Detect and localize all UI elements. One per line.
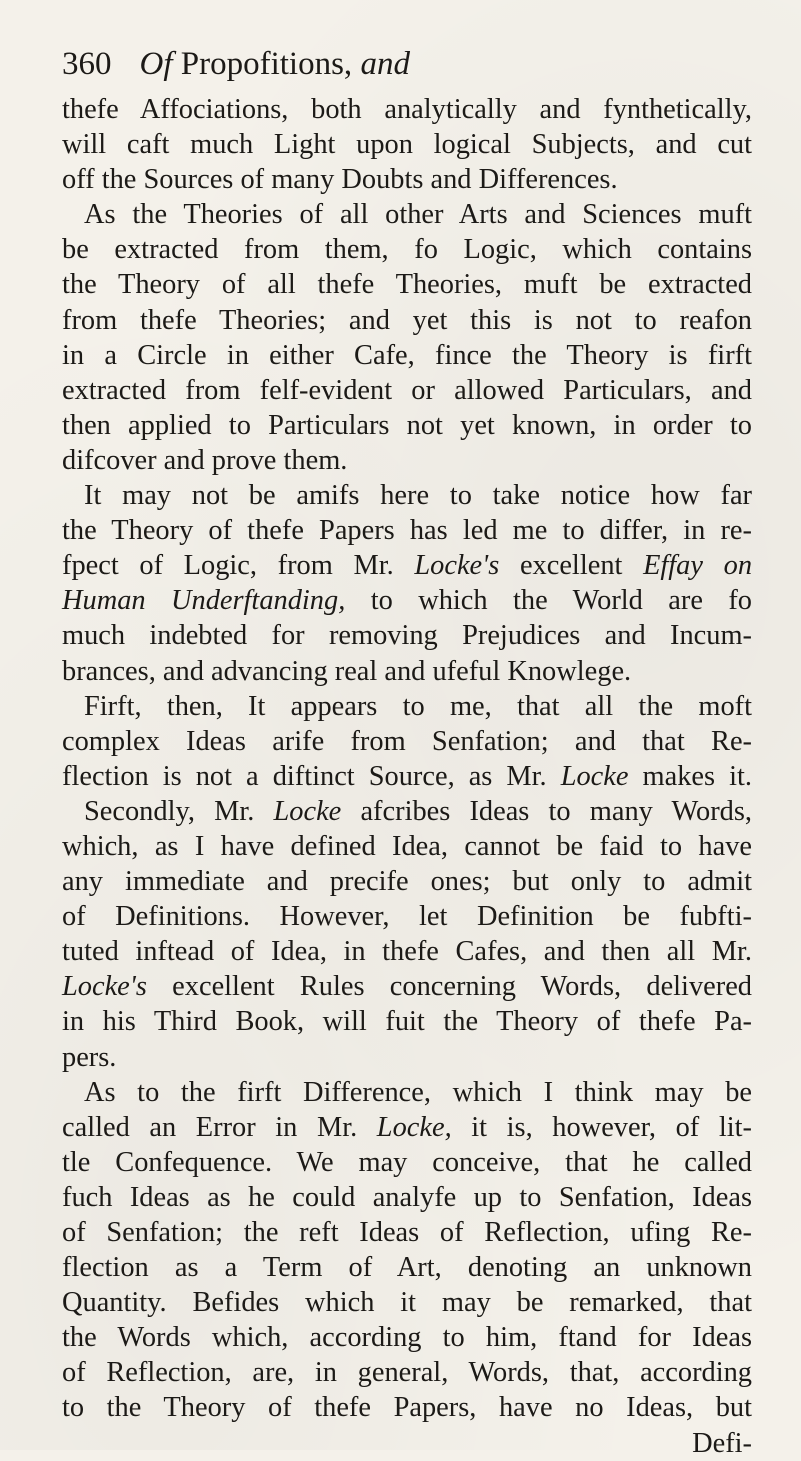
text-line — [62, 1215, 752, 1250]
text-span: then applied to Particulars not yet known, in order to — [62, 409, 752, 441]
text-line — [62, 759, 752, 794]
text-span: tle Confequence. We may conceive, that he called — [62, 1146, 752, 1178]
text-line — [62, 829, 752, 864]
text-span: flection is not a diftinct Source, as Mr. — [62, 760, 547, 792]
text-span: Defi- — [692, 1427, 752, 1459]
body-text — [62, 92, 752, 1461]
text-span: any immediate and precife ones; but only to admit — [62, 866, 752, 898]
text-span: in a Circle in either Cafe, fince the Theory is firft — [62, 339, 752, 371]
italic-span: Locke — [273, 795, 342, 827]
text-line — [62, 794, 752, 829]
text-span: makes it. — [642, 760, 752, 792]
text-span: As to the firft Difference, which I think may be — [84, 1076, 752, 1108]
italic-span: Locke — [560, 760, 629, 792]
text-line — [62, 583, 752, 618]
text-line — [62, 864, 752, 899]
text-span: thefe Affociations, both analytically and fynthetically, — [62, 94, 752, 125]
text-line — [62, 548, 752, 583]
text-line — [62, 92, 752, 127]
text-span: pers. — [62, 1041, 117, 1073]
text-span: It may not be amifs here to take notice how far — [84, 480, 752, 512]
text-line — [62, 373, 752, 408]
header-title: Propofitions, — [180, 46, 353, 82]
text-line — [62, 1180, 752, 1215]
header-title-italic: Of — [139, 46, 173, 82]
text-line — [62, 1110, 752, 1145]
text-line — [62, 1004, 752, 1039]
text-line — [62, 1390, 752, 1425]
text-span: to the Theory of thefe Papers, have no Ideas, but — [62, 1392, 752, 1424]
text-span: tuted inftead of Idea, in thefe Cafes, and then all Mr. — [62, 936, 752, 968]
text-span: will caft much Light upon logical Subjects, and cut — [62, 129, 752, 161]
text-line — [62, 1285, 752, 1320]
text-line — [62, 1040, 752, 1075]
text-line — [62, 303, 752, 338]
text-span: brances, and advancing real and ufeful Knowlege. — [62, 655, 632, 687]
text-span: excellent Rules concerning Words, delivered — [172, 971, 752, 1003]
text-span: Firft, then, It appears to me, that all the moft — [84, 690, 752, 722]
text-line — [62, 1250, 752, 1285]
text-line — [62, 197, 752, 232]
text-line — [62, 127, 752, 162]
text-line — [62, 899, 752, 934]
text-line — [62, 1426, 752, 1461]
text-span: Quantity. Befides which it may be remarked, that — [62, 1287, 752, 1319]
text-line — [62, 969, 752, 1004]
text-span: the Theory of thefe Papers has led me to differ, in re- — [62, 515, 752, 547]
text-line — [62, 1320, 752, 1355]
text-line — [62, 934, 752, 969]
text-span: off the Sources of many Doubts and Differences. — [62, 164, 618, 196]
text-line — [62, 1355, 752, 1390]
text-span: of Senfation; the reft Ideas of Reflection, ufing Re- — [62, 1217, 752, 1248]
text-line — [62, 689, 752, 724]
text-span: from thefe Theories; and yet this is not to reafon — [62, 304, 752, 336]
text-span: flection as a Term of Art, denoting an unknown — [62, 1252, 752, 1284]
text-line — [62, 443, 752, 478]
text-span: afcribes Ideas to many Words, — [360, 795, 752, 827]
header-title-italic-2: and — [360, 46, 410, 82]
text-line — [62, 1145, 752, 1180]
text-line — [62, 338, 752, 373]
italic-span: Effay on — [643, 550, 753, 582]
text-span: excellent — [519, 550, 623, 582]
text-span: in his Third Book, will fuit the Theory of thefe Pa- — [62, 1006, 752, 1038]
text-line — [62, 408, 752, 443]
italic-span: Locke, — [376, 1111, 452, 1143]
text-span: it is, however, of lit- — [471, 1111, 752, 1143]
text-line — [62, 618, 752, 653]
running-header — [62, 44, 410, 84]
italic-span: Locke's — [62, 971, 147, 1003]
page-number: 360 — [62, 46, 112, 82]
text-span: complex Ideas arife from Senfation; and that Re- — [62, 725, 752, 757]
text-span: the Words which, according to him, ftand for Ideas — [62, 1322, 752, 1354]
text-span: fpect of Logic, from Mr. — [62, 550, 394, 582]
text-span: fuch Ideas as he could analyfe up to Senfation, Ideas — [62, 1181, 752, 1213]
text-span: As the Theories of all other Arts and Sciences muft — [84, 199, 752, 231]
text-line — [62, 267, 752, 302]
text-span: much indebted for removing Prejudices and Incum- — [62, 620, 752, 652]
text-line — [62, 478, 752, 513]
italic-span: Human Underftanding, — [62, 585, 346, 617]
italic-span: Locke's — [414, 550, 500, 582]
text-line — [62, 513, 752, 548]
text-line — [62, 162, 752, 197]
text-span: called an Error in Mr. — [62, 1111, 358, 1143]
text-span: of Definitions. However, let Definition be fubfti- — [62, 901, 752, 933]
text-line — [62, 724, 752, 759]
text-line — [62, 654, 752, 689]
text-span: to which the World are fo — [370, 585, 752, 617]
text-line — [62, 232, 752, 267]
text-span: the Theory of all thefe Theories, muft be extracted — [62, 269, 752, 301]
text-span: which, as I have defined Idea, cannot be faid to have — [62, 830, 752, 862]
text-span: difcover and prove them. — [62, 444, 348, 476]
text-span: of Reflection, are, in general, Words, that, according — [62, 1357, 752, 1389]
text-span: Secondly, Mr. — [84, 795, 255, 827]
text-span: be extracted from them, fo Logic, which contains — [62, 234, 752, 266]
text-line — [62, 1075, 752, 1110]
text-span: extracted from felf-evident or allowed Particulars, and — [62, 374, 752, 406]
